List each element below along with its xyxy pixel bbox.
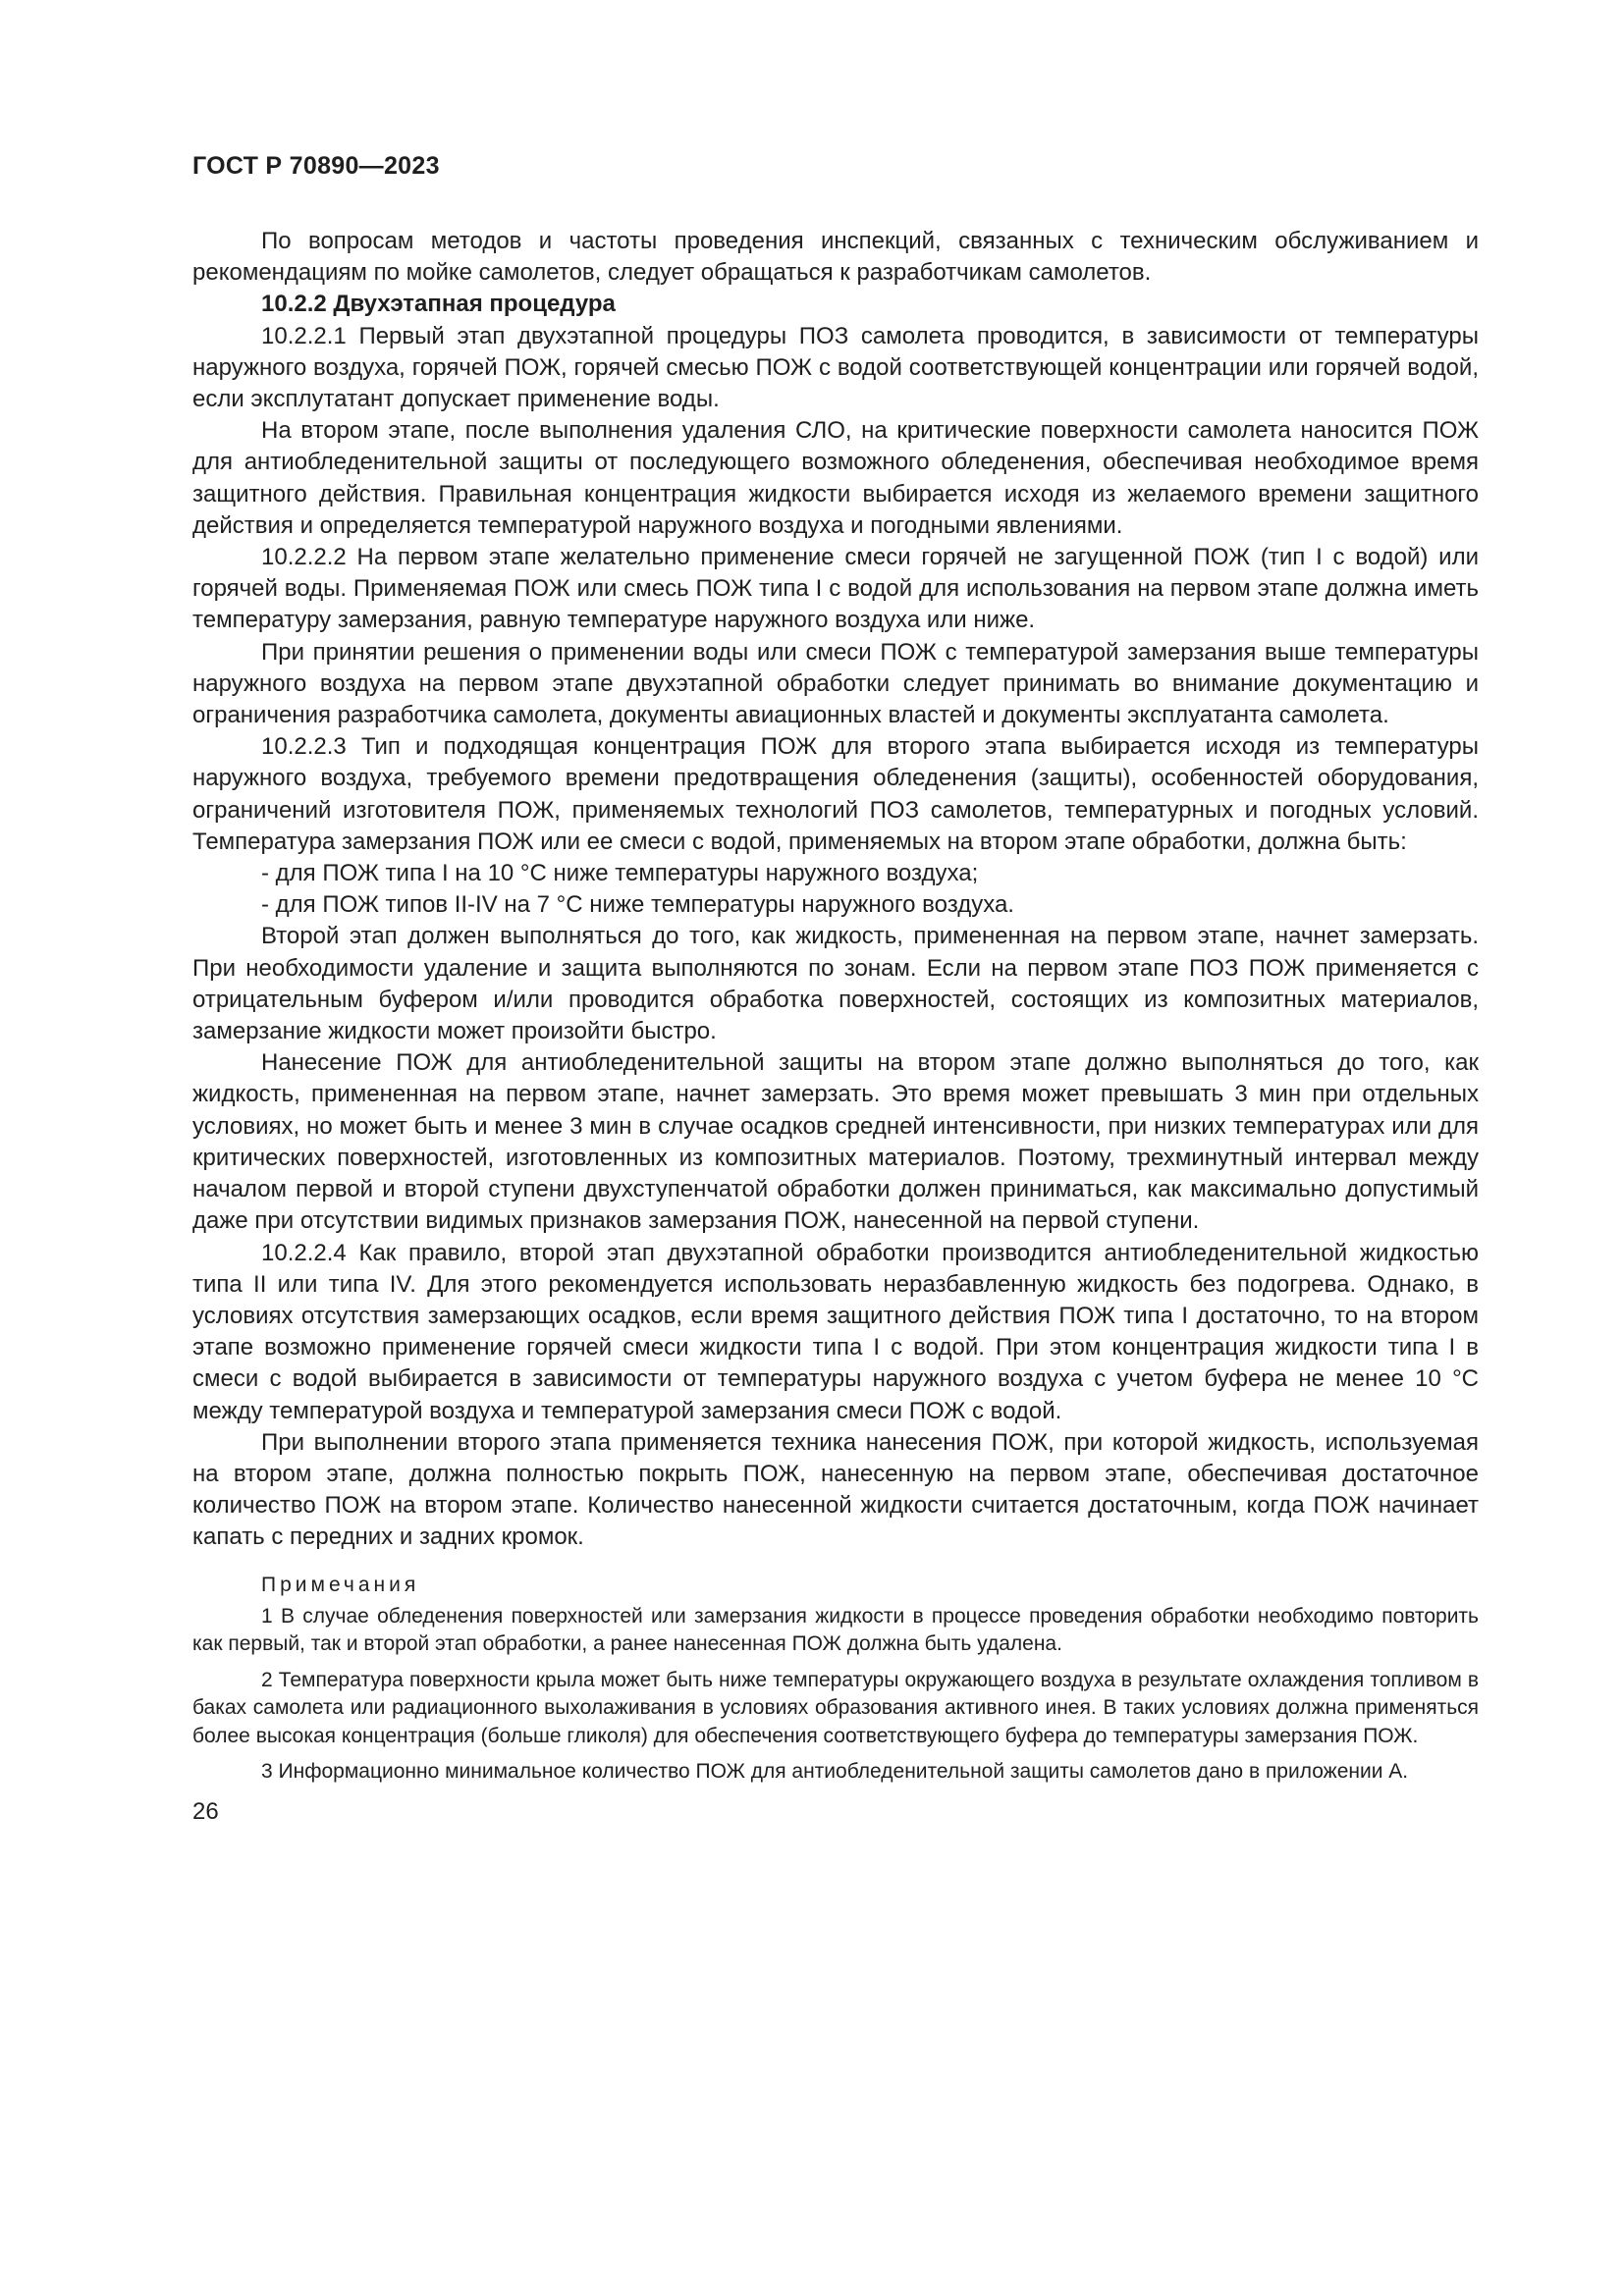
notes-section	[192, 1572, 1479, 1787]
paragraph: По вопросам методов и частоты проведения инспекций, связанных с техническим обслуживанием и рекомендациям по мойке самолетов, следует обращаться к разработчикам самолетов.	[192, 228, 1479, 287]
paragraph: 10.2.2.2 На первом этапе желательно применение смеси горячей не загущенной ПОЖ (тип I с водой) или горячей воды. Применяемая ПОЖ или смесь ПОЖ типа I с водой для использования на первом этапе должна иметь температуру замерзания, равную температуре наружного воздуха или ниже.	[192, 544, 1479, 634]
body-text	[192, 226, 1479, 1554]
list-item: - для ПОЖ типа I на 10 °C ниже температуры наружного воздуха;	[261, 860, 979, 887]
document-header: ГОСТ Р 70890—2023	[192, 152, 440, 180]
page-number: 26	[192, 1797, 219, 1825]
paragraph: При выполнении второго этапа применяется техника нанесения ПОЖ, при которой жидкость, используемая на втором этапе, должна полностью покрыть ПОЖ, нанесенную на первом этапе, обеспечивая достаточное количество ПОЖ на втором этапе. Количество нанесенной жидкости считается достаточным, когда ПОЖ начинает капать с передних и задних кромок.	[192, 1428, 1479, 1551]
paragraph: Нанесение ПОЖ для антиобледенительной защиты на втором этапе должно выполняться до того, как жидкость, примененная на первом этапе, начнет замерзать. Это время может превышать 3 мин при отдельных условиях, но может быть и менее 3 мин в случае осадков средней интенсивности, при низких температурах или для критических поверхностей, изготовленных из композитных материалов. Поэтому, трехминутный интервал между началом первой и второй ступени двухступенчатой обработки должен приниматься, как максимально допустимый даже при отсутствии видимых признаков замерзания ПОЖ, нанесенной на первой ступени.	[192, 1049, 1479, 1235]
paragraph: 10.2.2.1 Первый этап двухэтапной процедуры ПОЗ самолета проводится, в зависимости от температуры наружного воздуха, горячей ПОЖ, горячей смесью ПОЖ с водой соответствующей концентрации или горячей водой, если эксплутатант допускает применение воды.	[192, 322, 1479, 413]
paragraph: На втором этапе, после выполнения удаления СЛО, на критические поверхности самолета наносится ПОЖ для антиобледенительной защиты от последующего возможного обледенения, обеспечивая необходимое время защитного действия. Правильная концентрация жидкости выбирается исходя из желаемого времени защитного действия и определяется температурой наружного воздуха и погодными явлениями.	[192, 417, 1479, 539]
notes-title: Примечания	[261, 1573, 420, 1596]
paragraph: Второй этап должен выполняться до того, как жидкость, примененная на первом этапе, начнет замерзать. При необходимости удаление и защита выполняются по зонам. Если на первом этапе ПОЗ ПОЖ применяется с отрицательным буфером и/или проводится обработка поверхностей, состоящих из композитных материалов, замерзание жидкости может произойти быстро.	[192, 923, 1479, 1045]
list-item: - для ПОЖ типов II-IV на 7 °C ниже температуры наружного воздуха.	[261, 891, 1014, 919]
paragraph: 10.2.2.4 Как правило, второй этап двухэтапной обработки производится антиобледенительной жидкостью типа II или типа IV. Для этого рекомендуется использовать неразбавленную жидкость без подогрева. Однако, в условиях отсутствия замерзающих осадков, если время защитного действия ПОЖ типа I достаточно, то на втором этапе возможно применение горячей смеси жидкости типа I с водой. При этом концентрация жидкости типа I в смеси с водой выбирается в зависимости от температуры наружного воздуха с учетом буфера не менее 10 °C между температурой воздуха и температурой замерзания смеси ПОЖ с водой.	[192, 1239, 1479, 1424]
note-item: 1 В случае обледенения поверхностей или замерзания жидкости в процессе проведения обработки необходимо повторить как первый, так и второй этап обработки, а ранее нанесенная ПОЖ должна быть удалена.	[192, 1604, 1479, 1656]
note-item: 3 Информационно минимальное количество ПОЖ для антиобледенительной защиты самолетов дано в приложении А.	[261, 1760, 1409, 1784]
paragraph: 10.2.2.3 Тип и подходящая концентрация ПОЖ для второго этапа выбирается исходя из температуры наружного воздуха, требуемого времени предотвращения обледенения (защиты), особенностей оборудования, ограничений изготовителя ПОЖ, применяемых технологий ПОЗ самолетов, температурных и погодных условий. Температура замерзания ПОЖ или ее смеси с водой, применяемых на втором этапе обработки, должна быть:	[192, 733, 1479, 855]
section-heading: 10.2.2 Двухэтапная процедура	[261, 291, 616, 318]
paragraph: При принятии решения о применении воды или смеси ПОЖ с температурой замерзания выше температуры наружного воздуха на первом этапе двухэтапной обработки следует принимать во внимание документацию и ограничения разработчика самолета, документы авиационных властей и документы эксплуатанта самолета.	[192, 638, 1479, 729]
document-page	[192, 145, 1479, 2266]
note-item: 2 Температура поверхности крыла может быть ниже температуры окружающего воздуха в результате охлаждения топливом в баках самолета или радиационного выхолаживания в условиях образования активного инея. В таких условиях должна применяться более высокая концентрация (больше гликоля) для обеспечения соответствующего буфера до температуры замерзания ПОЖ.	[192, 1668, 1479, 1747]
